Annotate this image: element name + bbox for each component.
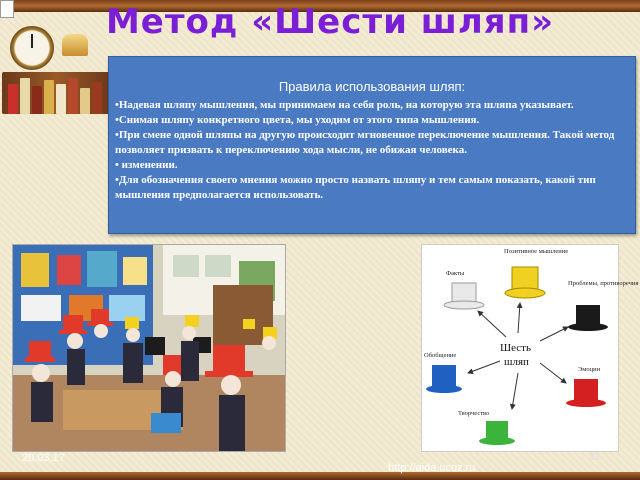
- bottom-frame-border: [0, 472, 640, 480]
- rule-item: • Для обозначения своего мнения можно просто назвать шляпу и тем самым показать, какой тип мышления предполагается использовать.: [115, 173, 629, 203]
- center-label-line2: шляп: [504, 356, 529, 368]
- rule-item: • Снимая шляпу конкретного цвета, мы уходим от этого типа мышления.: [115, 113, 629, 128]
- six-hats-diagram: [421, 244, 639, 452]
- six-hats-svg: [422, 245, 639, 451]
- source-url: http://aida.ucoz.ru: [388, 462, 476, 474]
- slide-page-number: 31: [588, 451, 601, 463]
- classroom-photo-illustration: [13, 245, 285, 451]
- rule-item: • При смене одной шляпы на другую происходит мгновенное переключение мышления. Такой метод позволяет призвать к переключению хода мысли, не обижая человека.: [115, 128, 629, 158]
- bookshelf: [2, 72, 110, 114]
- lamp-icon: [62, 34, 88, 56]
- rule-item: • Надевая шляпу мышления, мы принимаем на себя роль, на которую эта шляпа указывает.: [115, 98, 629, 113]
- hat-emotions: [566, 366, 606, 407]
- hat-facts: [444, 270, 484, 309]
- clock-icon: [10, 26, 54, 70]
- hat-positive: [504, 248, 568, 298]
- classroom-photo: [12, 244, 286, 452]
- svg-text:Эмоции: Эмоции: [578, 366, 601, 373]
- center-label-line1: Шесть: [500, 342, 531, 354]
- rule-item: • изменении.: [115, 158, 629, 173]
- svg-text:Обобщение: Обобщение: [424, 352, 457, 359]
- svg-text:Факты: Факты: [446, 270, 465, 277]
- svg-text:Позитивное мышление: Позитивное мышление: [504, 248, 569, 255]
- svg-text:Проблемы, противоречия: Проблемы, противоречия: [568, 280, 639, 287]
- slide-date: 20.03.17: [22, 452, 65, 464]
- svg-text:Творчество: Творчество: [458, 410, 490, 417]
- rules-list: [109, 98, 635, 203]
- hat-creativity: [458, 410, 515, 445]
- rules-box: [108, 56, 636, 234]
- rules-heading: Правила использования шляп:: [278, 79, 466, 94]
- hat-summary: [424, 352, 462, 393]
- clock-bookshelf-decoration: [0, 12, 110, 112]
- slide-title: Метод «Шести шляп»: [105, 2, 555, 42]
